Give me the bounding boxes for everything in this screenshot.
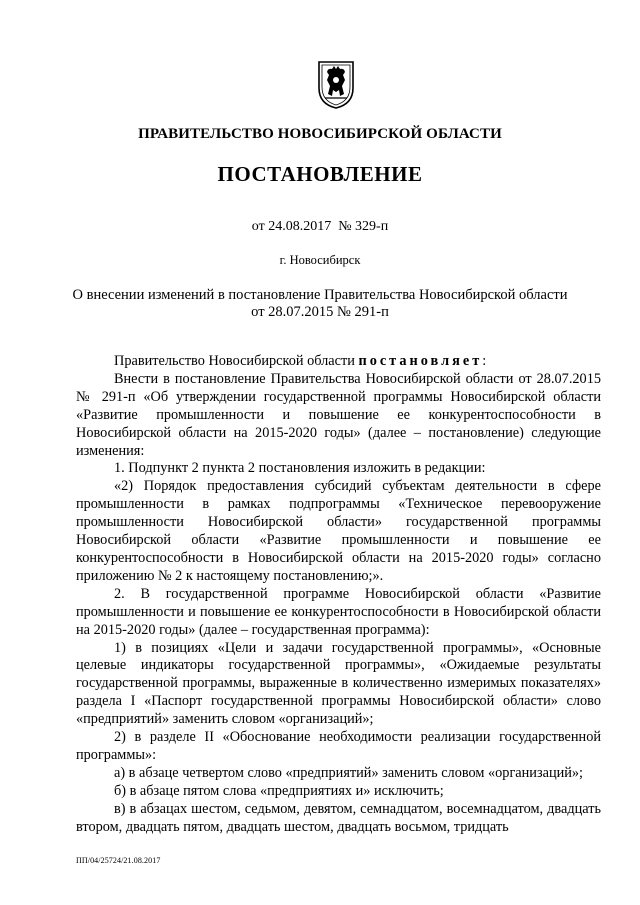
paragraph-item-2: 2. В государственной программе Новосибирской области «Развитие промышленности и повышение ее конкурентоспособности в Новосибирской области на 2015-2020 годы» (далее – государственная программа): xyxy=(76,585,601,638)
document-subject xyxy=(0,287,640,321)
subject-line-1: О внесении изменений в постановление Правительства Новосибирской области xyxy=(72,287,568,303)
date-number-line: от 24.08.2017 № 329-п xyxy=(251,219,389,234)
organization-title: ПРАВИТЕЛЬСТВО НОВОСИБИРСКОЙ ОБЛАСТИ xyxy=(138,126,502,142)
coat-of-arms-icon xyxy=(316,58,356,110)
paragraph-item-2-2-b: б) в абзаце пятом слова «предприятиях и» исключить; xyxy=(114,782,444,799)
paragraph-item-2-2: 2) в разделе II «Обоснование необходимости реализации государственной программы»: xyxy=(76,729,601,763)
resolution-text: Правительство Новосибирской области xyxy=(114,353,359,369)
paragraph-introduce: Внести в постановление Правительства Новосибирской области от 28.07.2015 № 291-п «Об утверждении государственной программы Новосибирской области «Развитие промышленности и повышение ее конкурентоспособности в Новосибирской области на 2015-2020 годы» (далее – постановление) следующие изменения: xyxy=(76,370,601,459)
document-code: ПП/04/25724/21.08.2017 xyxy=(76,856,161,865)
paragraph-item-1: 1. Подпункт 2 пункта 2 постановления изложить в редакции: xyxy=(114,460,486,477)
paragraph-item-1-quote: «2) Порядок предоставления субсидий субъектам деятельности в сфере промышленности в рамках подпрограммы «Техническое перевооружение промышленности Новосибирской области» государственной программы Новосибирской области «Развитие промышленности и повышение ее конкурентоспособности в Новосибирской области на 2015-2020 годы» согласно приложению № 2 к настоящему постановлению;». xyxy=(76,478,601,584)
paragraph-item-2-2-v: в) в абзацах шестом, седьмом, девятом, семнадцатом, восемнадцатом, двадцать втором, двадцать пятом, двадцать шестом, двадцать восьмом, тридцать xyxy=(76,800,601,835)
paragraph-item-2-2-a: а) в абзаце четвертом слово «предприятий» заменить словом «организаций»; xyxy=(114,764,584,781)
document-body xyxy=(76,353,601,836)
subject-line-2: от 28.07.2015 № 291-п xyxy=(251,304,389,320)
city-line: г. Новосибирск xyxy=(279,253,361,267)
paragraph-resolution xyxy=(76,353,601,371)
resolution-colon: : xyxy=(482,353,487,369)
document-type-title: ПОСТАНОВЛЕНИЕ xyxy=(217,162,423,186)
resolution-keyword: постановляет xyxy=(358,353,483,369)
paragraph-item-2-1: 1) в позициях «Цели и задачи государственной программы», «Основные целевые индикаторы государственной программы», «Ожидаемые результаты государственной программы, выраженные в количественно измеримых показателях» раздела I «Паспорт государственной программы Новосибирской области» слово «предприятий» заменить словом «организаций»; xyxy=(76,639,601,728)
